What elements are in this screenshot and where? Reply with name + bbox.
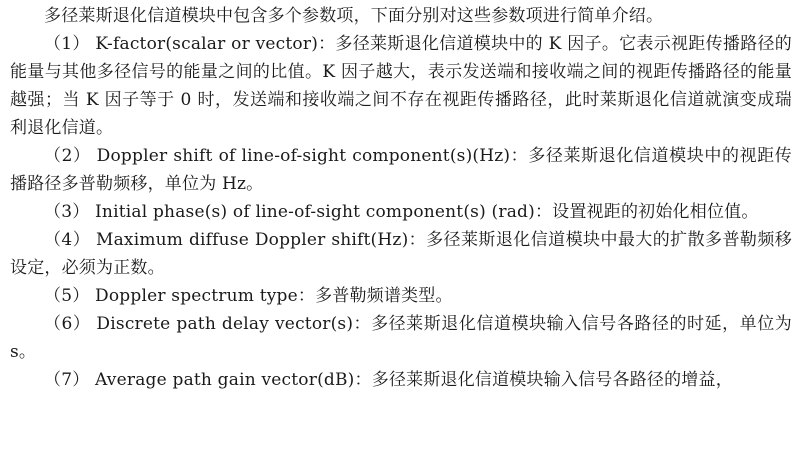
param-k-factor: （1） K-factor(scalar or vector)：多径莱斯退化信道模块中的 K 因子。它表示视距传播路径的能量与其他多径信号的能量之间的比值。K 因子越大，表示发送端和接收端之间的视距传播路径的能量越强；当 K 因子等于 0 时，发送端和接收端之间不存在视距传播路径，此时莱斯退化信道就演变成瑞利退化信道。 xyxy=(10,34,792,138)
param-path-delay-vector: （6） Discrete path delay vector(s)：多径莱斯退化信道模块输入信号各路径的时延，单位为 s。 xyxy=(10,314,792,362)
intro-paragraph: 多径莱斯退化信道模块中包含多个参数项，下面分别对这些参数项进行简单介绍。 xyxy=(44,6,664,26)
param-doppler-spectrum-type: （5） Doppler spectrum type：多普勒频谱类型。 xyxy=(44,286,453,306)
param-doppler-shift-los: （2） Doppler shift of line-of-sight component(s)(Hz)：多径莱斯退化信道模块中的视距传播路径多普勒频移，单位为 Hz。 xyxy=(10,146,792,194)
param-path-gain-vector: （7） Average path gain vector(dB)：多径莱斯退化信道模块输入信号各路径的增益， xyxy=(44,370,733,390)
param-max-diffuse-doppler: （4） Maximum diffuse Doppler shift(Hz)：多径莱斯退化信道模块中最大的扩散多普勒频移设定，必须为正数。 xyxy=(10,230,792,278)
param-initial-phase-los: （3） Initial phase(s) of line-of-sight component(s) (rad)：设置视距的初始化相位值。 xyxy=(44,202,759,222)
document-page xyxy=(10,0,792,394)
